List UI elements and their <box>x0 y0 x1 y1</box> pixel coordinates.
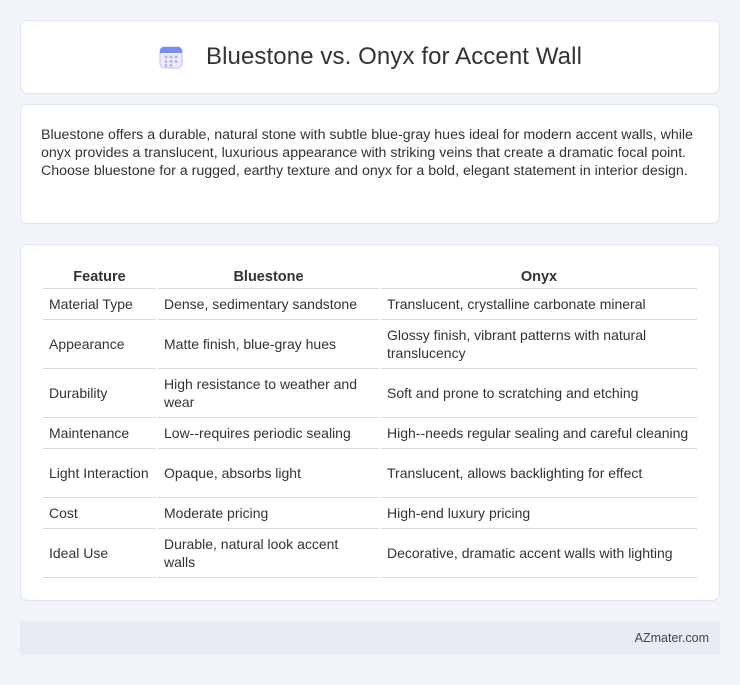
cell-bluestone: Dense, sedimentary sandstone <box>158 289 379 320</box>
cell-onyx: High-end luxury pricing <box>381 498 697 529</box>
calendar-icon <box>158 44 184 70</box>
table-row <box>43 289 697 320</box>
table-row <box>43 320 697 369</box>
cell-feature: Light Interaction <box>43 449 156 498</box>
cell-feature: Appearance <box>43 320 156 369</box>
comparison-card <box>20 244 720 601</box>
footer-source: AZmater.com <box>634 631 709 645</box>
header-feature: Feature <box>43 266 156 289</box>
cell-bluestone: High resistance to weather and wear <box>158 369 379 418</box>
cell-bluestone: Matte finish, blue-gray hues <box>158 320 379 369</box>
summary-card <box>20 104 720 224</box>
title-wrap <box>158 43 582 71</box>
comparison-table <box>41 266 699 578</box>
summary-text: Bluestone offers a durable, natural stone with subtle blue-gray hues ideal for modern accent walls, while onyx provides a translucent, luxurious appearance with striking veins that create a dramatic focal point. Choose bluestone for a rugged, earthy texture and onyx for a bold, elegant statement in interior design. <box>41 127 693 180</box>
title-card <box>20 20 720 94</box>
cell-feature: Material Type <box>43 289 156 320</box>
cell-onyx: Decorative, dramatic accent walls with lighting <box>381 529 697 578</box>
cell-feature: Ideal Use <box>43 529 156 578</box>
table-row <box>43 418 697 449</box>
table-header-row <box>43 266 697 289</box>
table-row <box>43 529 697 578</box>
cell-feature: Durability <box>43 369 156 418</box>
table-row <box>43 449 697 498</box>
table-row <box>43 498 697 529</box>
cell-onyx: High--needs regular sealing and careful cleaning <box>381 418 697 449</box>
cell-bluestone: Low--requires periodic sealing <box>158 418 379 449</box>
cell-onyx: Translucent, allows backlighting for effect <box>381 449 697 498</box>
cell-onyx: Glossy finish, vibrant patterns with natural translucency <box>381 320 697 369</box>
footer <box>20 621 720 655</box>
cell-bluestone: Durable, natural look accent walls <box>158 529 379 578</box>
cell-feature: Cost <box>43 498 156 529</box>
page-title: Bluestone vs. Onyx for Accent Wall <box>206 43 582 70</box>
header-bluestone: Bluestone <box>158 266 379 289</box>
cell-bluestone: Moderate pricing <box>158 498 379 529</box>
table-row <box>43 369 697 418</box>
cell-onyx: Translucent, crystalline carbonate mineral <box>381 289 697 320</box>
header-onyx: Onyx <box>381 266 697 289</box>
cell-bluestone: Opaque, absorbs light <box>158 449 379 498</box>
cell-onyx: Soft and prone to scratching and etching <box>381 369 697 418</box>
cell-feature: Maintenance <box>43 418 156 449</box>
